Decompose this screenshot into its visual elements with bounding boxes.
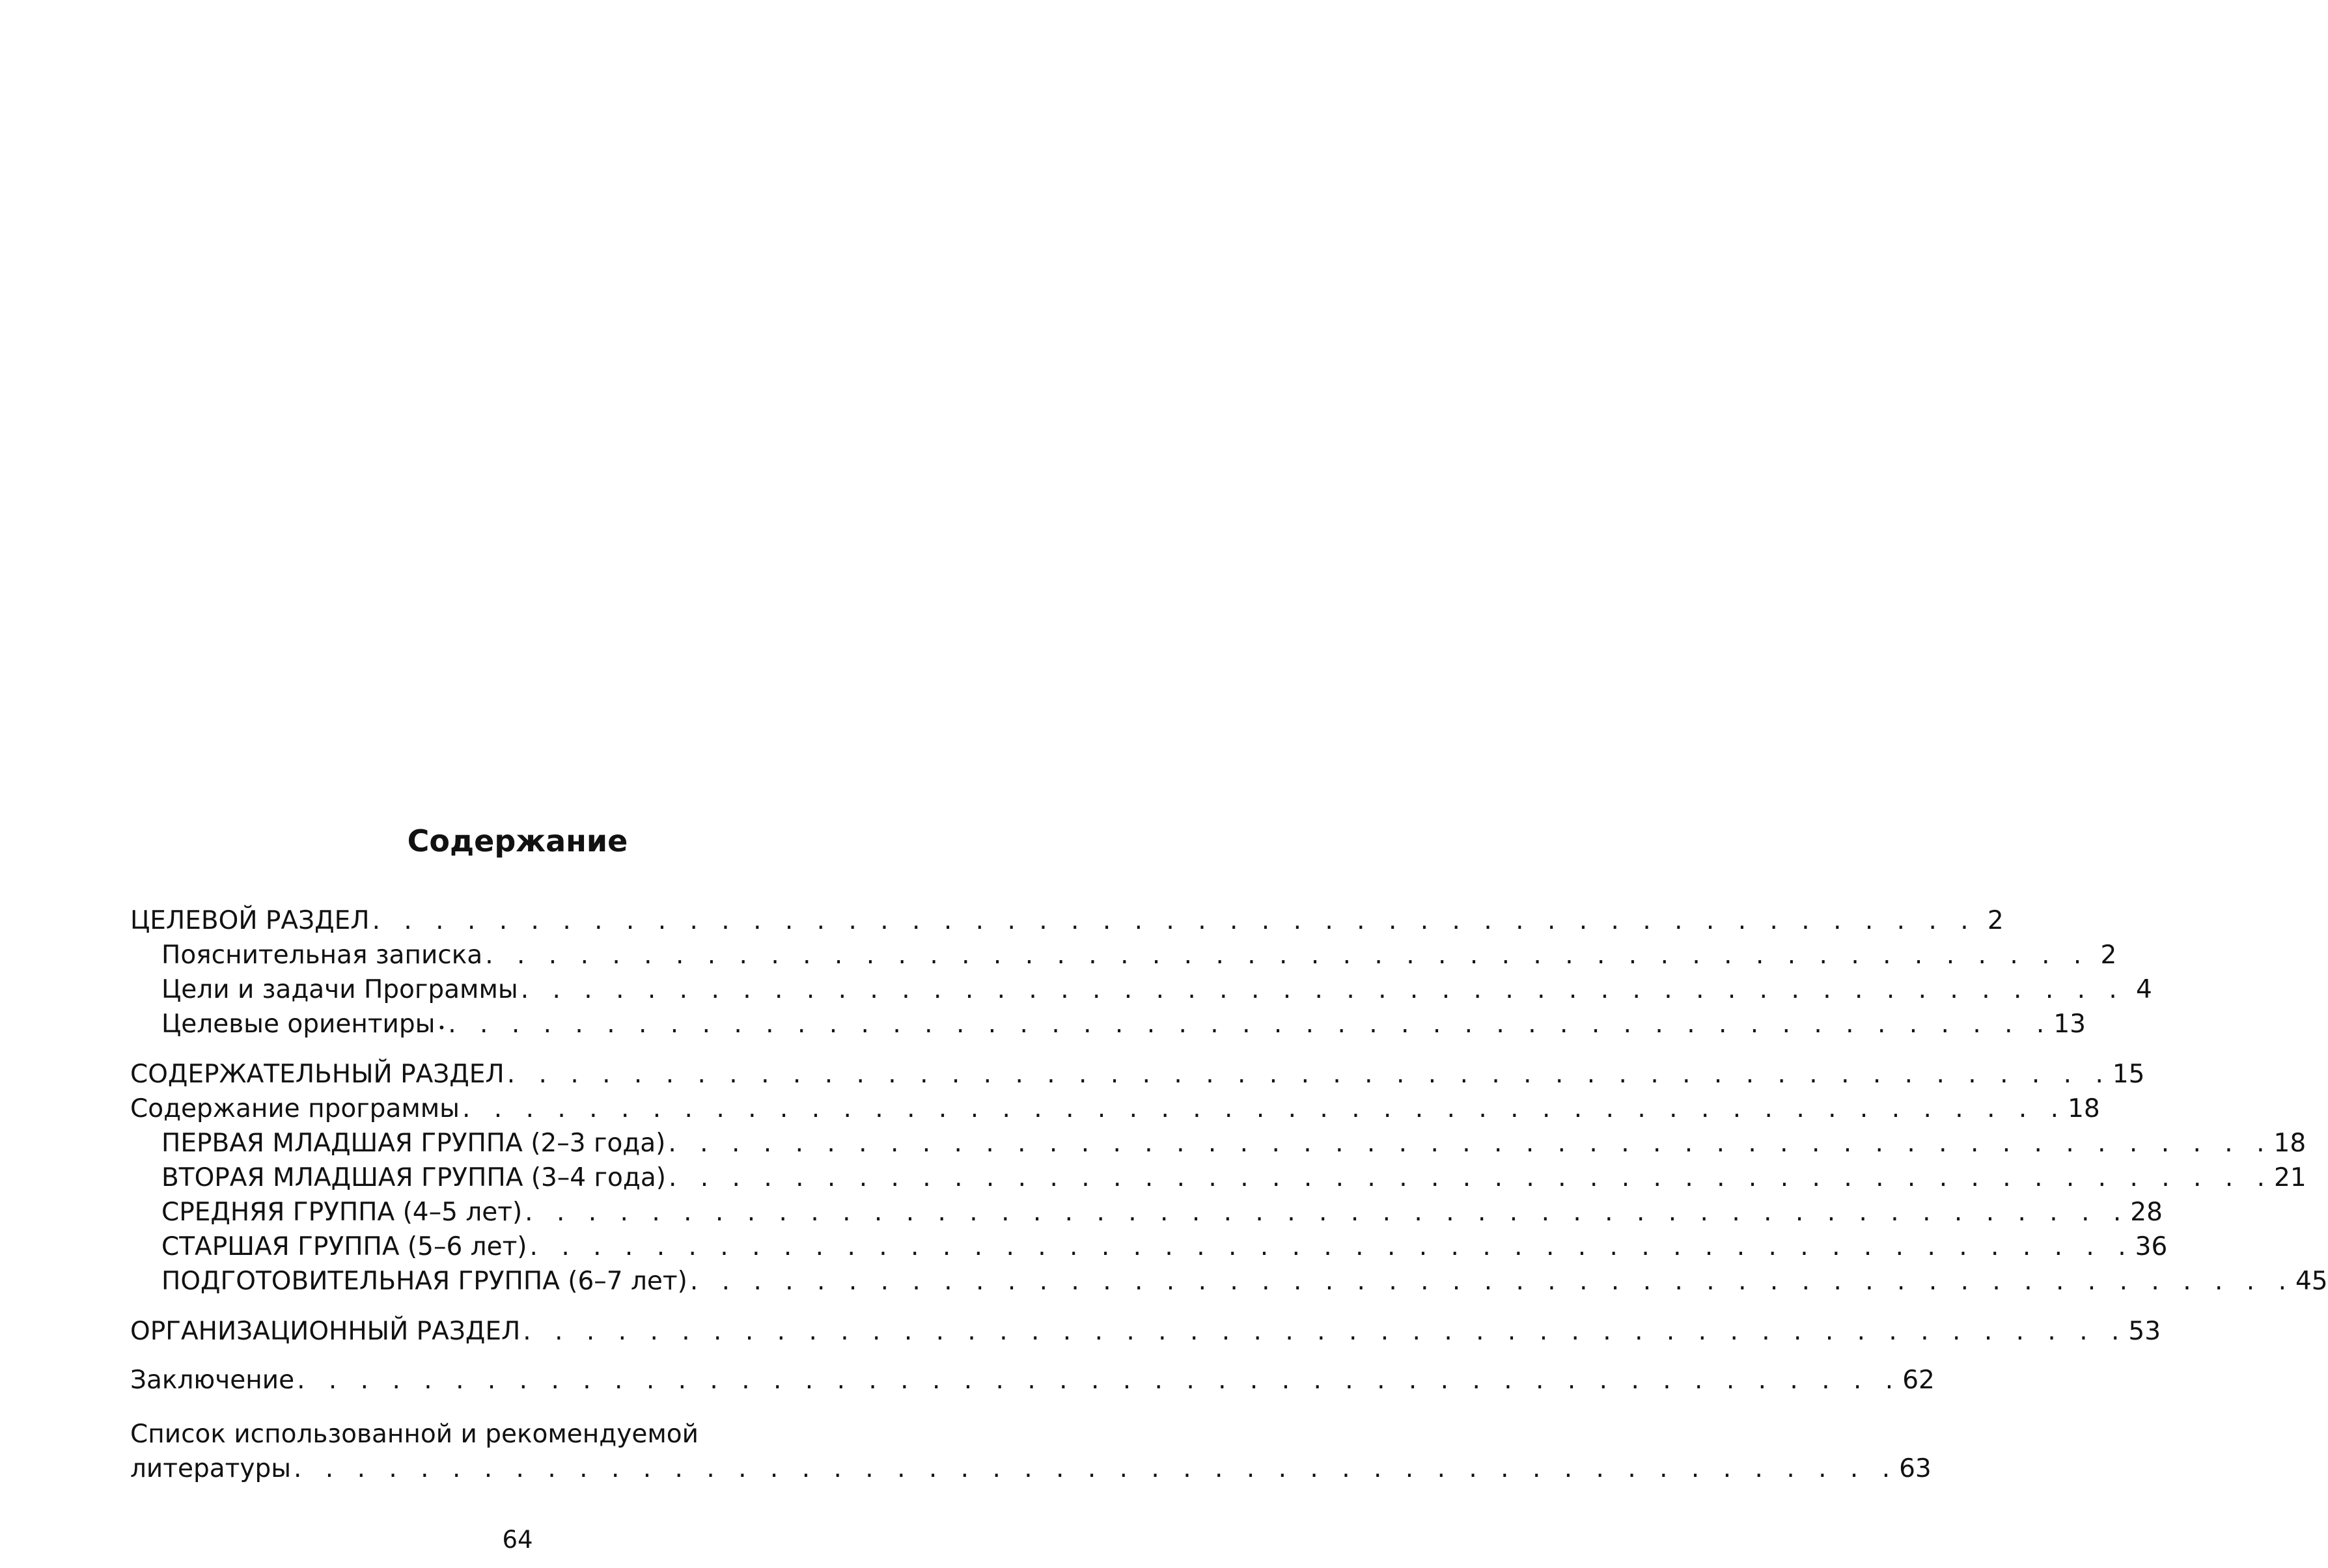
- toc-entry-page: 15: [2112, 1060, 2145, 1089]
- dot-leader: . . . . . . . . . . . . . . . . . . . . . . . . . . . . . . . . . . . . . . . . . . . . . . . . . . .: [448, 1010, 2053, 1039]
- dot-leader: . . . . . . . . . . . . . . . . . . . . . . . . . . . . . . . . . . . . . . . . . . . . . . . . . . .: [523, 1317, 2127, 1346]
- toc-entry: [130, 1363, 1935, 1397]
- toc-entry-page: 53: [2128, 1317, 2161, 1346]
- toc-entry: [130, 1264, 2328, 1299]
- toc-entry-label: СТАРШАЯ ГРУППА (5–6 лет): [161, 1232, 527, 1261]
- toc-entry: [130, 1417, 1932, 1486]
- dot-leader: . . . . . . . . . . . . . . . . . . . . . . . . . . . . . . . . . . . . . . . . . . . . . . . . . . .: [506, 1060, 2111, 1089]
- table-of-contents: [130, 903, 2328, 1486]
- toc-entry: [130, 1092, 2100, 1126]
- toc-entry-label: ОРГАНИЗАЦИОННЫЙ РАЗДЕЛ: [130, 1317, 521, 1346]
- toc-entry: [130, 972, 2152, 1007]
- toc-entry-label: ПЕРВАЯ МЛАДШАЯ ГРУППА (2–3 года): [161, 1129, 666, 1158]
- toc-entry-label: СОДЕРЖАТЕЛЬНЫЙ РАЗДЕЛ: [130, 1060, 505, 1089]
- dot-leader: . . . . . . . . . . . . . . . . . . . . . . . . . . . . . . . . . . . . . . . . . . . . . . . . . . .: [525, 1198, 2129, 1227]
- toc-entry-page: 18: [2068, 1094, 2100, 1123]
- toc-entry: [130, 1314, 2161, 1349]
- toc-entry-label: Содержание программы: [130, 1094, 460, 1123]
- toc-entry: [130, 1161, 2307, 1195]
- page-number: 64: [502, 1526, 533, 1554]
- toc-entry-label: Цели и задачи Программы: [161, 975, 518, 1004]
- toc-entry: [130, 1126, 2307, 1161]
- toc-entry: [130, 938, 2117, 972]
- toc-entry-page: 18: [2273, 1129, 2307, 1158]
- toc-entry-page: 36: [2135, 1232, 2168, 1261]
- toc-entry-page: 2: [1987, 906, 2004, 935]
- dot-leader: . . . . . . . . . . . . . . . . . . . . . . . . . . . . . . . . . . . . . . . . . . . . . . . . . . .: [297, 1366, 1902, 1395]
- toc-entry-label: ПОДГОТОВИТЕЛЬНАЯ ГРУППА (6–7 лет): [161, 1267, 687, 1296]
- toc-entry-page: 2: [2100, 941, 2117, 970]
- dot-leader: . . . . . . . . . . . . . . . . . . . . . . . . . . . . . . . . . . . . . . . . . . . . . . . . . . .: [529, 1232, 2134, 1261]
- dot-leader: . . . . . . . . . . . . . . . . . . . . . . . . . . . . . . . . . . . . . . . . . . . . . . . . . . .: [372, 906, 1976, 935]
- dot-leader: . . . . . . . . . . . . . . . . . . . . . . . . . . . . . . . . . . . . . . . . . . . . . . . . . . .: [462, 1094, 2067, 1123]
- dot-leader: . . . . . . . . . . . . . . . . . . . . . . . . . . . . . . . . . . . . . . . . . . . . . . . . . . .: [668, 1163, 2273, 1192]
- toc-entry-label: ВТОРАЯ МЛАДШАЯ ГРУППА (3–4 года): [161, 1163, 666, 1192]
- toc-entry: [130, 903, 2004, 938]
- toc-entry-label: Заключение: [130, 1366, 295, 1395]
- toc-entry-label: СРЕДНЯЯ ГРУППА (4–5 лет): [161, 1198, 523, 1227]
- toc-entry-page: 4: [2135, 975, 2152, 1004]
- toc-entry-label: Целевые ориентиры: [161, 1010, 436, 1039]
- toc-entry: [130, 1230, 2168, 1264]
- dot-leader: . . . . . . . . . . . . . . . . . . . . . . . . . . . . . . . . . . . . . . . . . . . . . . . . . . .: [485, 941, 2090, 970]
- dot-leader: . . . . . . . . . . . . . . . . . . . . . . . . . . . . . . . . . . . . . . . . . . . . . . . . . . .: [294, 1454, 1898, 1483]
- toc-entry-label: ЦЕЛЕВОЙ РАЗДЕЛ: [130, 906, 370, 935]
- toc-entry-page: 63: [1899, 1454, 1932, 1483]
- dot-leader: . . . . . . . . . . . . . . . . . . . . . . . . . . . . . . . . . . . . . . . . . . . . . . . . . . .: [520, 975, 2125, 1004]
- toc-entry-page: 28: [2130, 1198, 2163, 1227]
- toc-entry-label: Пояснительная записка: [161, 941, 483, 970]
- toc-entry-label: Список использованной и рекомендуемой: [130, 1420, 699, 1449]
- stray-mark: •: [437, 1020, 446, 1036]
- toc-entry: [130, 1195, 2163, 1230]
- page-title: Содержание: [407, 823, 628, 859]
- toc-entry-page: 62: [1902, 1366, 1935, 1395]
- dot-leader: . . . . . . . . . . . . . . . . . . . . . . . . . . . . . . . . . . . . . . . . . . . . . . . . . . .: [668, 1129, 2273, 1158]
- toc-entry-page: 13: [2053, 1010, 2086, 1039]
- toc-entry: [130, 1007, 2086, 1041]
- toc-entry-label: литературы: [130, 1454, 291, 1483]
- dot-leader: . . . . . . . . . . . . . . . . . . . . . . . . . . . . . . . . . . . . . . . . . . . . . . . . . . .: [689, 1267, 2294, 1296]
- toc-entry: [130, 1057, 2145, 1092]
- toc-entry-page: 45: [2295, 1267, 2328, 1296]
- toc-entry-page: 21: [2274, 1163, 2307, 1192]
